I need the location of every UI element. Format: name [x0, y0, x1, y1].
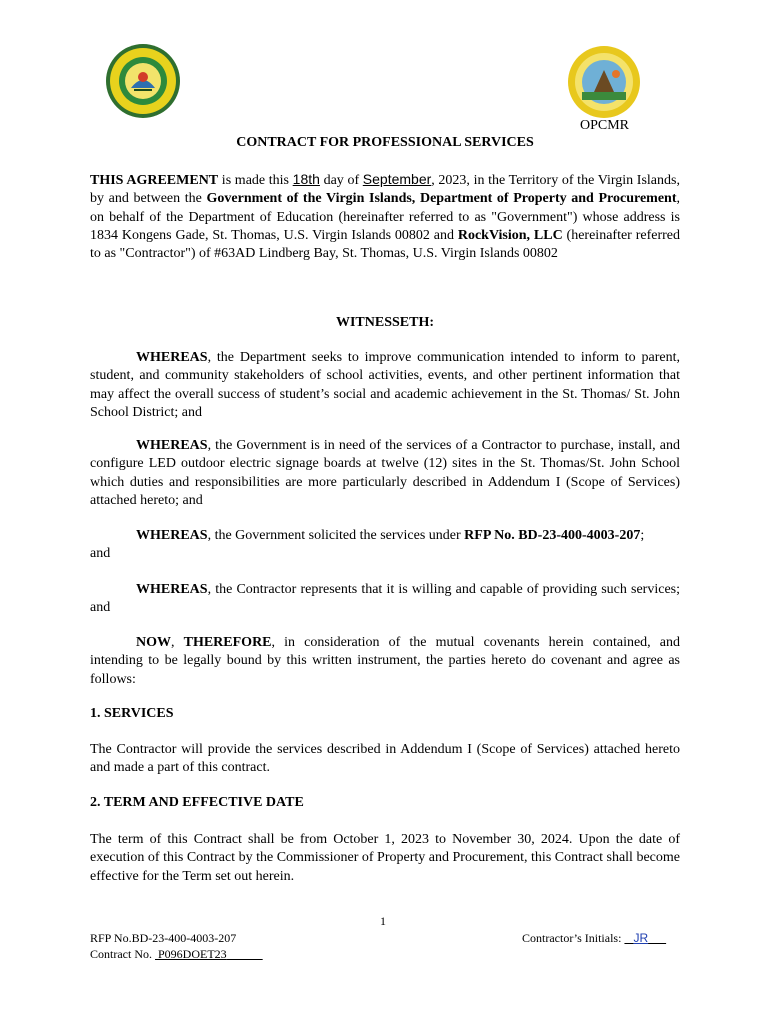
- initials-value: JR: [633, 931, 649, 945]
- whereas-paragraph-2: [90, 437, 680, 510]
- page-number: 1: [380, 914, 386, 928]
- whereas-text: , the Contractor represents that it is willing and capable of providing such services; and: [90, 582, 680, 616]
- document-title: CONTRACT FOR PROFESSIONAL SERVICES: [236, 135, 534, 150]
- contract-number: [155, 947, 263, 961]
- virgin-islands-seal-icon: [104, 42, 182, 120]
- footer-contract-no: [90, 947, 263, 962]
- witnesseth-heading: WITNESSETH:: [335, 315, 435, 330]
- footer-initials: [522, 931, 666, 946]
- now-keyword: NOW: [136, 635, 171, 650]
- now-therefore-paragraph: [90, 634, 680, 689]
- section-1-heading: 1. SERVICES: [90, 706, 174, 721]
- contractor-name: RockVision, LLC: [457, 227, 563, 243]
- month-fill: September: [362, 171, 432, 187]
- initials-field: [624, 931, 666, 945]
- now-text: ,: [171, 635, 184, 650]
- opcmr-label: OPCMR: [580, 118, 630, 133]
- agreement-lead: THIS AGREEMENT: [90, 173, 219, 188]
- whereas-text: , the Government solicited the services under: [207, 528, 465, 543]
- rfp-number: RFP No. BD-23-400-4003-207: [464, 528, 641, 543]
- property-procurement-seal-icon: [566, 44, 642, 120]
- agreement-text: (hereinafter referred to as "Contractor") of #63AD Lindberg Bay, St. Thomas, U.S. Virgin Islands 00802: [90, 227, 680, 262]
- initials-label: Contractor’s Initials:: [522, 931, 625, 945]
- whereas-keyword: WHEREAS: [136, 350, 208, 365]
- agreement-text: day of: [319, 173, 363, 188]
- contract-label: Contract No.: [90, 947, 155, 961]
- agreement-text: , 2023, in the Territory of the Virgin Islands, by and between the: [90, 173, 680, 207]
- section-2-body: The term of this Contract shall be from October 1, 2023 to November 30, 2024. Upon the date of execution of this Contract by the Commissioner of Property and Procurement, this Contract shall become effective for the Term set out herein.: [90, 832, 680, 884]
- agreement-paragraph: [90, 170, 680, 263]
- whereas-keyword: WHEREAS: [136, 528, 208, 543]
- therefore-keyword: THEREFORE: [183, 635, 272, 650]
- footer-rfp: RFP No.BD-23-400-4003-207: [90, 931, 237, 945]
- whereas-paragraph-1: [90, 349, 680, 422]
- section-2-heading: 2. TERM AND EFFECTIVE DATE: [90, 795, 304, 810]
- whereas-paragraph-4: [90, 581, 680, 618]
- whereas-keyword: WHEREAS: [136, 582, 208, 597]
- day-fill: 18th: [292, 171, 320, 187]
- whereas-paragraph-3: [90, 527, 680, 545]
- agreement-text: is made this: [218, 173, 293, 188]
- agreement-text: , on behalf of the Department of Education (hereinafter referred to as "Government") whose address is 1834 Kongens Gade, St. Thomas, U.S. Virgin Islands 00802 and: [90, 191, 680, 243]
- contract-number-value: P096DOET23: [158, 947, 227, 961]
- whereas-and: and: [90, 546, 111, 561]
- whereas-keyword: WHEREAS: [136, 438, 208, 453]
- whereas-text: , the Department seeks to improve communication intended to inform to parent, student, and community stakeholders of school activities, events, and other pertinent information that may affect the overall success of student’s social and academic achievement in the St. Thomas/ St. John School District; and: [90, 350, 680, 420]
- whereas-text: , the Government is in need of the services of a Contractor to purchase, install, and configure LED outdoor electric signage boards at twelve (12) sites in the St. Thomas/St. John School which duties and responsibilities are more particularly described in Addendum I (Scope of Services) attached hereto; and: [90, 438, 680, 508]
- whereas-text: ;: [640, 528, 645, 543]
- now-text: , in consideration of the mutual covenants herein contained, and intending to be legally bound by this written instrument, the parties hereto do covenant and agree as follows:: [90, 635, 680, 687]
- government-name: Government of the Virgin Islands, Department of Property and Procurement: [206, 191, 677, 207]
- section-1-body: The Contractor will provide the services described in Addendum I (Scope of Services) attached hereto and made a part of this contract.: [90, 742, 680, 776]
